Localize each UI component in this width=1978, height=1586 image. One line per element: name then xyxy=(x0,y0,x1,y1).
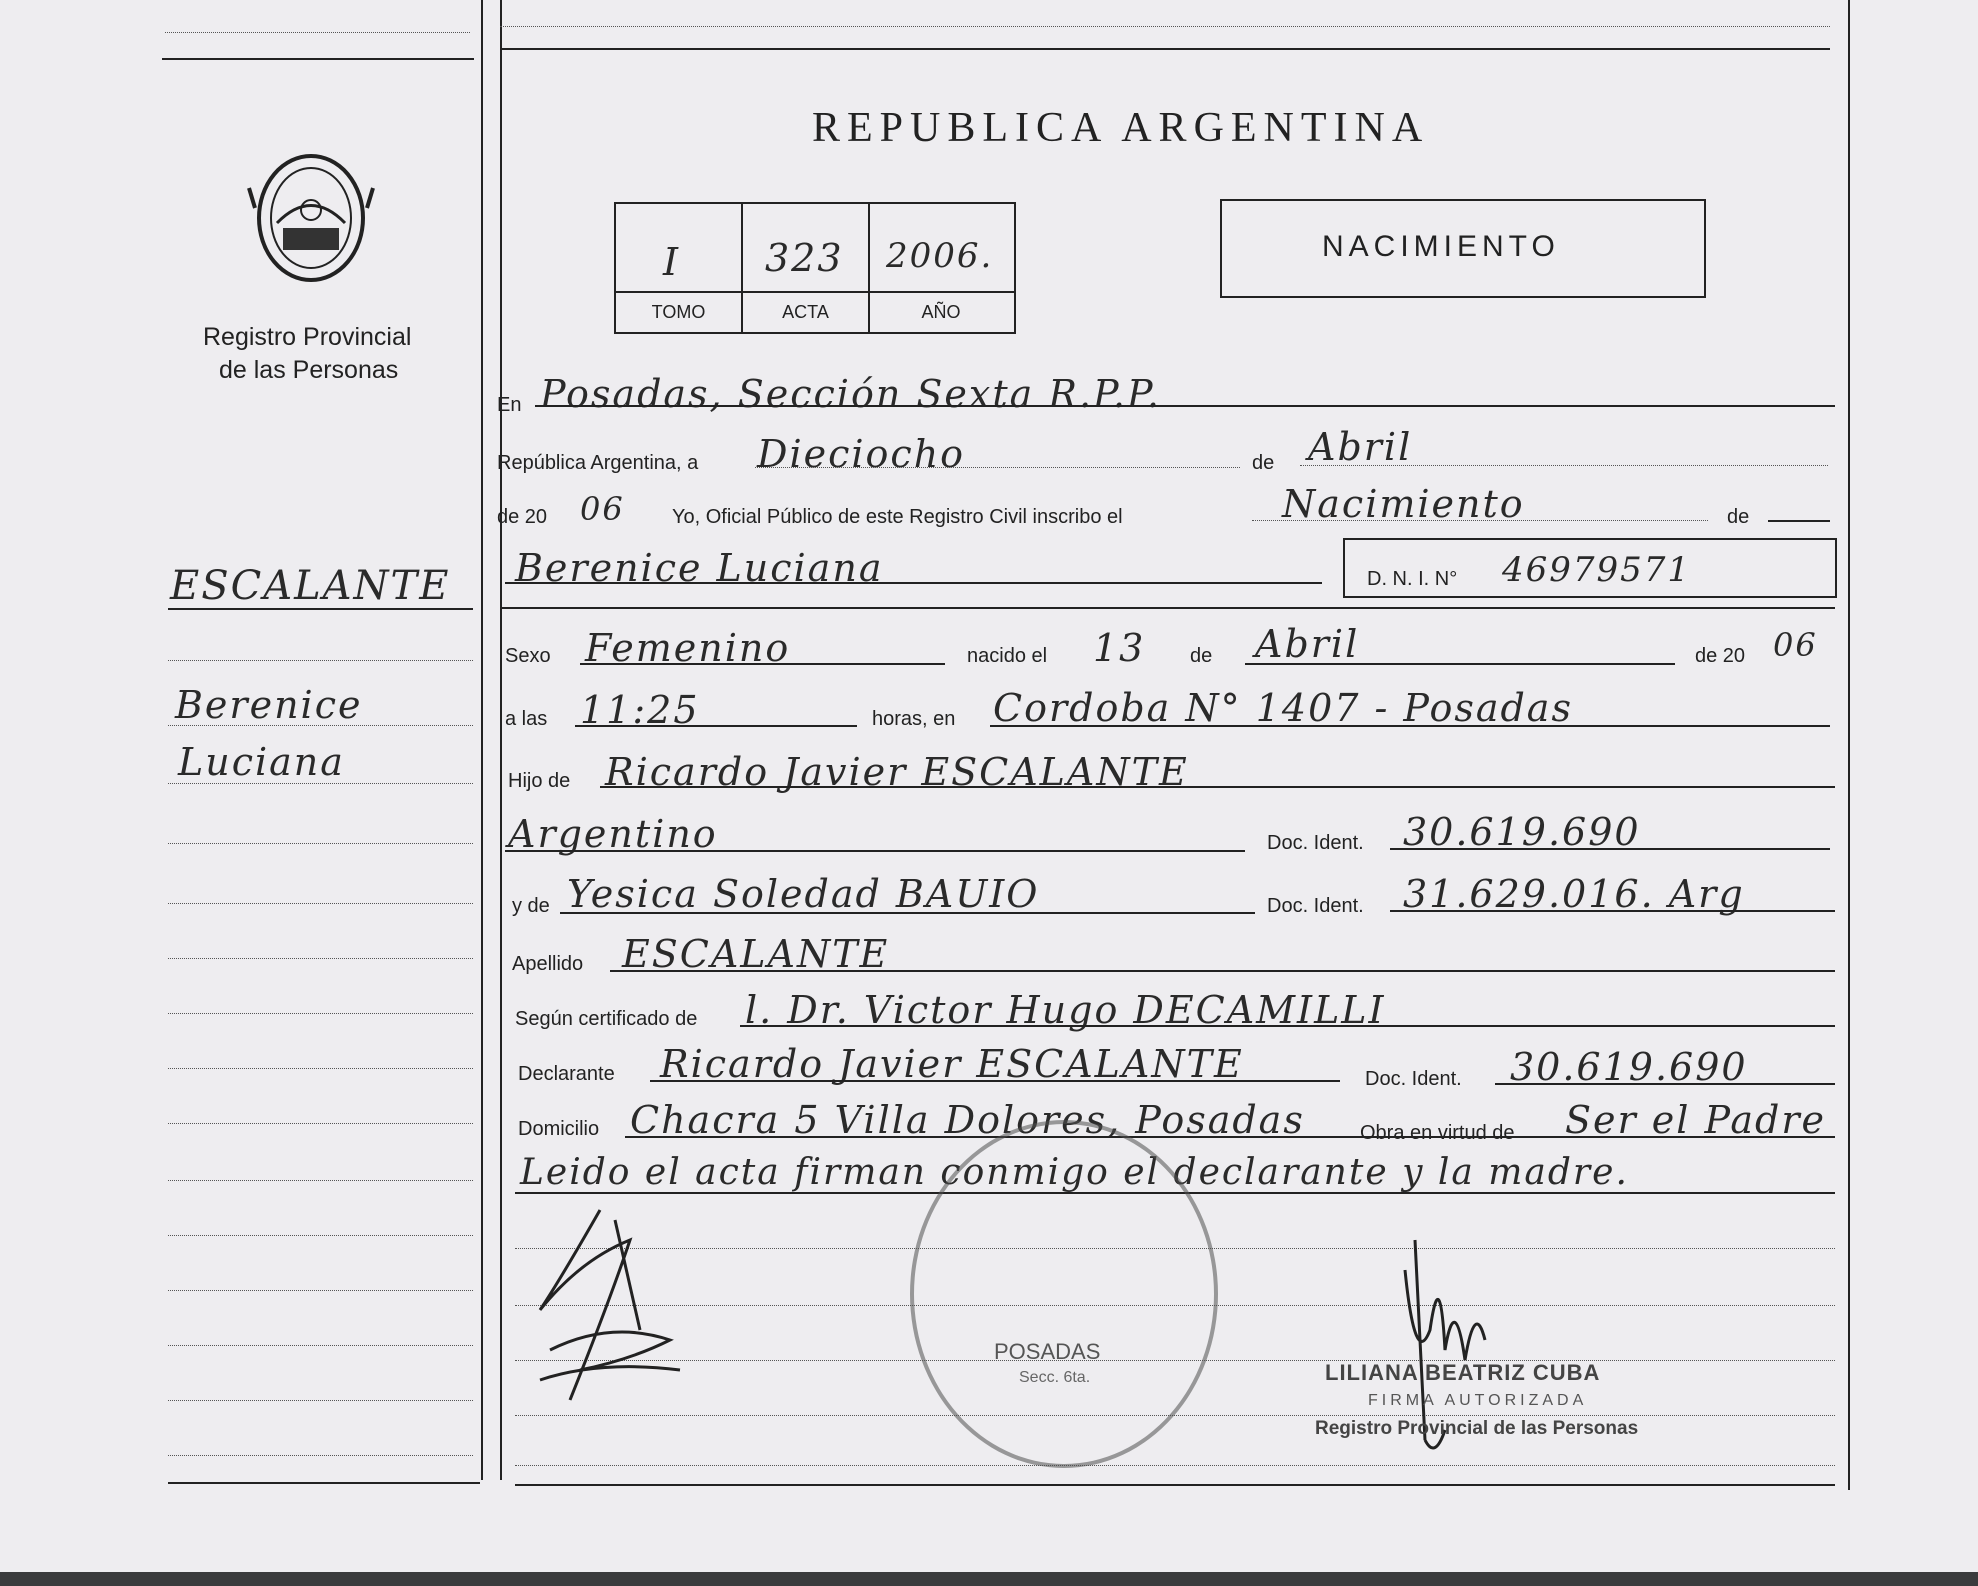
form-line xyxy=(610,970,1835,972)
form-rule xyxy=(500,607,1835,609)
form-line xyxy=(580,663,945,665)
form-line xyxy=(575,725,857,727)
alas-label: a las xyxy=(505,708,548,730)
certificado-value: l. Dr. Victor Hugo DECAMILLI xyxy=(745,988,1386,1032)
top-dotted-line-left xyxy=(165,32,470,33)
form-line xyxy=(515,1465,1835,1466)
page-right-border xyxy=(1848,0,1850,1490)
nacido-label: nacido el xyxy=(967,645,1048,667)
document-type: NACIMIENTO xyxy=(1322,230,1560,263)
republica-value: Dieciocho xyxy=(757,432,966,476)
official-stamp xyxy=(910,1120,1218,1468)
table-divider-h xyxy=(614,291,1014,293)
tomo-label: TOMO xyxy=(651,302,706,322)
margin-line xyxy=(168,1400,473,1401)
time-value: 11:25 xyxy=(580,688,700,732)
yde-label: y de xyxy=(512,895,550,917)
de-label-3: de xyxy=(1190,645,1213,667)
margin-surname: ESCALANTE xyxy=(170,563,451,609)
official-org: Registro Provincial de las Personas xyxy=(1315,1418,1639,1439)
inscribo-value: Nacimiento xyxy=(1282,482,1525,526)
de20-label: de 20 xyxy=(1695,645,1746,667)
stamp-sub: Secc. 6ta. xyxy=(1019,1369,1091,1386)
margin-divider-inner xyxy=(500,0,502,1480)
form-line xyxy=(1300,465,1828,466)
form-bottom-rule xyxy=(515,1484,1835,1486)
doc-label-father: Doc. Ident. xyxy=(1267,832,1364,854)
doc-label-declarante: Doc. Ident. xyxy=(1365,1068,1462,1090)
margin-line xyxy=(168,1345,473,1346)
official-title: FIRMA AUTORIZADA xyxy=(1368,1392,1588,1409)
month-value: Abril xyxy=(1308,425,1413,469)
en-value: Posadas, Sección Sexta R.P.P. xyxy=(540,372,1161,416)
declarant-signature xyxy=(520,1200,700,1410)
child-name: Berenice Luciana xyxy=(515,546,884,590)
margin-line xyxy=(168,958,473,959)
page-title: REPUBLICA ARGENTINA xyxy=(812,105,1430,151)
stamp-center: POSADAS xyxy=(994,1339,1101,1364)
doc-label-mother: Doc. Ident. xyxy=(1267,895,1364,917)
obra-value: Ser el Padre xyxy=(1565,1098,1826,1142)
de-label: de xyxy=(1252,452,1275,474)
form-line xyxy=(505,850,1245,852)
officer-text: Yo, Oficial Público de este Registro Civil inscribo el xyxy=(672,506,1123,528)
domicilio-label: Domicilio xyxy=(518,1118,600,1140)
sexo-value: Femenino xyxy=(585,626,791,670)
father-name: Ricardo Javier ESCALANTE xyxy=(605,750,1189,794)
birth-year: 06 xyxy=(1773,626,1818,664)
form-line xyxy=(1252,520,1708,521)
margin-line xyxy=(168,783,473,784)
margin-bottom-rule xyxy=(168,1482,480,1484)
margin-line xyxy=(168,1013,473,1014)
margin-line xyxy=(168,660,473,661)
margin-line xyxy=(168,843,473,844)
top-rule-left xyxy=(162,58,474,60)
form-line xyxy=(1245,663,1675,665)
declarante-label: Declarante xyxy=(518,1063,615,1085)
republica-label: República Argentina, a xyxy=(497,452,699,474)
form-line xyxy=(505,582,1322,584)
apellido-label: Apellido xyxy=(512,953,584,975)
acta-label: ACTA xyxy=(782,302,829,322)
form-line xyxy=(990,725,1830,727)
anio-label: AÑO xyxy=(921,302,961,322)
declarante-doc: 30.619.690 xyxy=(1510,1045,1748,1089)
margin-line xyxy=(168,903,473,904)
margin-divider xyxy=(481,0,483,1480)
margin-line xyxy=(168,1290,473,1291)
form-line xyxy=(1390,910,1835,912)
margin-surname-rule xyxy=(168,608,473,610)
horas-label: horas, en xyxy=(872,708,956,730)
dni-label: D. N. I. N° xyxy=(1367,568,1458,590)
hijo-label: Hijo de xyxy=(508,770,571,792)
form-line xyxy=(1768,520,1830,522)
registry-name-line2: de las Personas xyxy=(219,356,399,384)
dni-value: 46979571 xyxy=(1502,550,1692,590)
form-line xyxy=(515,1415,1835,1416)
form-line xyxy=(625,1136,1835,1138)
margin-line xyxy=(168,1123,473,1124)
top-rule xyxy=(500,48,1830,50)
form-line xyxy=(650,1080,1340,1082)
top-dotted-line xyxy=(500,26,1830,27)
tomo-value: I xyxy=(663,240,681,284)
form-line xyxy=(1495,1083,1835,1085)
margin-line xyxy=(168,1235,473,1236)
margin-line xyxy=(168,1068,473,1069)
mother-doc: 31.629.016. Arg xyxy=(1403,872,1745,916)
en-label: En xyxy=(497,394,522,416)
place-value: Cordoba N° 1407 - Posadas xyxy=(993,686,1573,730)
registry-name-line1: Registro Provincial xyxy=(203,323,412,351)
official-name: LILIANA BEATRIZ CUBA xyxy=(1325,1360,1601,1385)
segun-label: Según certificado de xyxy=(515,1008,698,1030)
mother-name: Yesica Soledad BAUIO xyxy=(567,872,1040,916)
day-value: 13 xyxy=(1093,626,1146,670)
form-line xyxy=(535,405,1835,407)
form-line xyxy=(560,912,1255,914)
de-label-2: de xyxy=(1727,506,1750,528)
margin-line xyxy=(168,725,473,726)
father-nationality: Argentino xyxy=(508,812,718,856)
margin-line xyxy=(168,1180,473,1181)
margin-line xyxy=(168,1455,473,1456)
margin-given-name-2: Luciana xyxy=(178,740,345,784)
father-doc: 30.619.690 xyxy=(1403,810,1641,854)
year-value: 06 xyxy=(580,490,625,528)
obra-label: Obra en virtud de xyxy=(1360,1122,1515,1144)
sexo-label: Sexo xyxy=(505,645,551,667)
acta-value: 323 xyxy=(765,236,844,280)
form-line xyxy=(755,467,1240,468)
form-line xyxy=(1390,848,1830,850)
year-label: de 20 xyxy=(497,506,548,528)
birth-month: Abril xyxy=(1255,622,1360,666)
margin-given-name-1: Berenice xyxy=(175,683,363,727)
anio-value: 2006. xyxy=(886,236,994,276)
closing-line: Leido el acta firman conmigo el declarante y la madre. xyxy=(520,1152,1629,1193)
domicilio-value: Chacra 5 Villa Dolores, Posadas xyxy=(630,1098,1305,1142)
apellido-value: ESCALANTE xyxy=(622,932,890,976)
registry-seal-icon xyxy=(247,148,375,288)
form-line xyxy=(600,786,1835,788)
declarante-value: Ricardo Javier ESCALANTE xyxy=(660,1042,1244,1086)
form-line xyxy=(740,1025,1835,1027)
